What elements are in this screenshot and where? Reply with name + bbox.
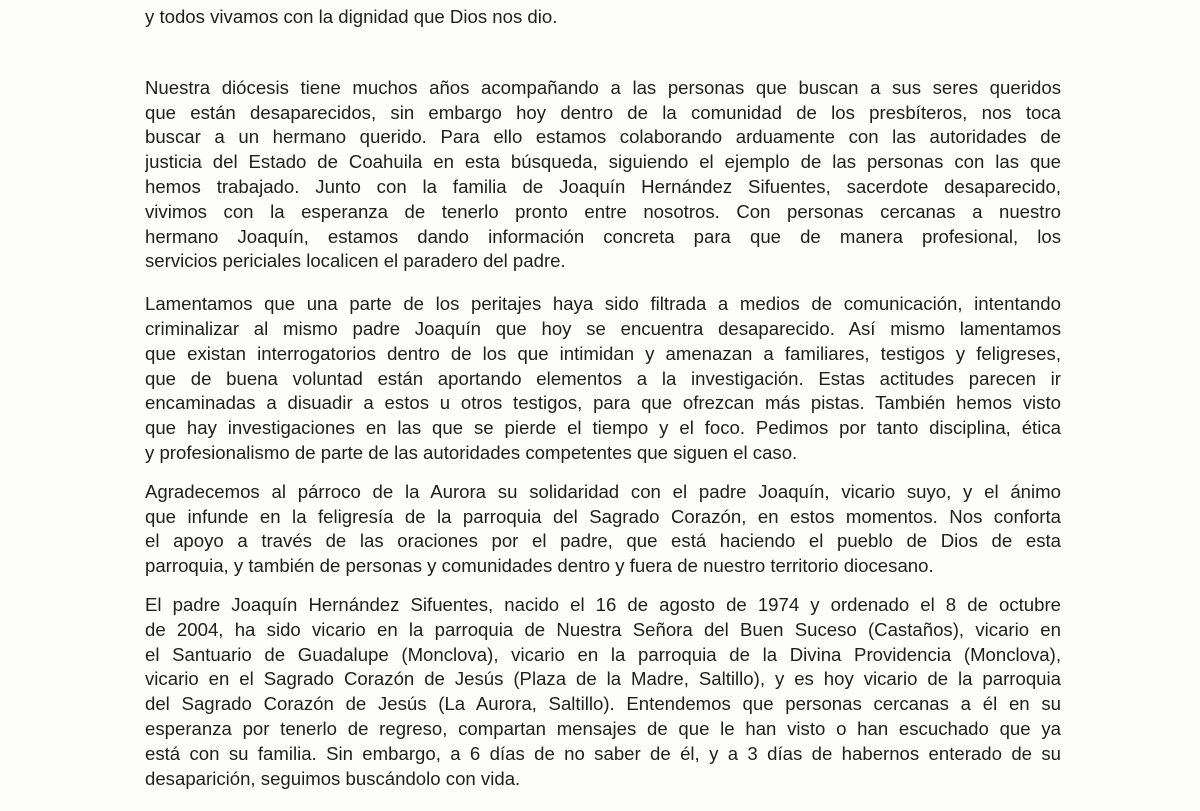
text-line: que existan interrogatorios dentro de los que intimidan y amenazan a familiares, testigos y feligreses, (145, 342, 1061, 364)
document-body (145, 5, 1061, 811)
text-line: hermano Joaquín, estamos dando información concreta para que de manera profesional, los (145, 225, 1061, 247)
paragraph (145, 292, 1061, 466)
text-line: Agradecemos al párroco de la Aurora su solidaridad con el padre Joaquín, vicario suyo, y el ánimo (145, 480, 1061, 502)
text-line: que infunde en la feligresía de la parroquia del Sagrado Corazón, en estos momentos. Nos conforta (145, 505, 1061, 527)
text-line: buscar a un hermano querido. Para ello estamos colaborando arduamente con las autoridades de (145, 126, 1061, 148)
text-line: vivimos con la esperanza de tenerlo pronto entre nosotros. Con personas cercanas a nuestro (145, 200, 1061, 222)
text-line: y profesionalismo de parte de las autoridades competentes que siguen el caso. (145, 441, 798, 463)
text-line: y todos vivamos con la dignidad que Dios nos dio. (145, 6, 558, 27)
text-line: que hay investigaciones en las que se pierde el tiempo y el foco. Pedimos por tanto disciplina, ética (145, 417, 1061, 439)
paragraph (145, 76, 1061, 274)
text-line: Nuestra diócesis tiene muchos años acompañando a las personas que buscan a sus seres queridos (145, 76, 1061, 98)
text-line: justicia del Estado de Coahuila en esta búsqueda, siguiendo el ejemplo de las personas con las que (145, 151, 1061, 173)
text-line: vicario en el Sagrado Corazón de Jesús (Plaza de la Madre, Saltillo), y es hoy vicario de la parroquia (145, 668, 1061, 690)
text-line: del Sagrado Corazón de Jesús (La Aurora, Saltillo). Entendemos que personas cercanas a él en su (145, 693, 1061, 715)
paragraph (145, 5, 1061, 30)
text-line: de 2004, ha sido vicario en la parroquia de Nuestra Señora del Buen Suceso (Castaños), vicario en (145, 618, 1061, 640)
text-line: parroquia, y también de personas y comunidades dentro y fuera de nuestro territorio diocesano. (145, 555, 934, 577)
text-line: que están desaparecidos, sin embargo hoy dentro de la comunidad de los presbíteros, nos toca (145, 101, 1061, 123)
text-line: está con su familia. Sin embargo, a 6 días de no saber de él, y a 3 días de habernos enterado de su (145, 742, 1061, 764)
text-line: el apoyo a través de las oraciones por el padre, que está haciendo el pueblo de Dios de esta (145, 530, 1061, 552)
text-line: servicios periciales localicen el paradero del padre. (145, 250, 566, 272)
text-line: El padre Joaquín Hernández Sifuentes, nacido el 16 de agosto de 1974 y ordenado el 8 de octubre (145, 593, 1061, 615)
text-line: criminalizar al mismo padre Joaquín que hoy se encuentra desaparecido. Así mismo lamentamos (145, 317, 1061, 339)
text-line: Lamentamos que una parte de los peritajes haya sido filtrada a medios de comunicación, intentando (145, 293, 1061, 315)
text-line: desaparición, seguimos buscándolo con vida. (145, 767, 521, 789)
text-line: encaminadas a disuadir a estos u otros testigos, para que ofrezcan más pistas. También hemos visto (145, 392, 1061, 414)
text-line: esperanza por tenerlo de regreso, compartan mensajes de que le han visto o han escuchado que ya (145, 717, 1061, 739)
text-line: el Santuario de Guadalupe (Monclova), vicario en la parroquia de la Divina Providencia (Monclova), (145, 643, 1061, 665)
paragraph (145, 480, 1061, 579)
text-line: que de buena voluntad están aportando elementos a la investigación. Estas actitudes parecen ir (145, 367, 1061, 389)
paragraph (145, 593, 1061, 791)
text-line: hemos trabajado. Junto con la familia de Joaquín Hernández Sifuentes, sacerdote desaparecido, (145, 175, 1061, 197)
